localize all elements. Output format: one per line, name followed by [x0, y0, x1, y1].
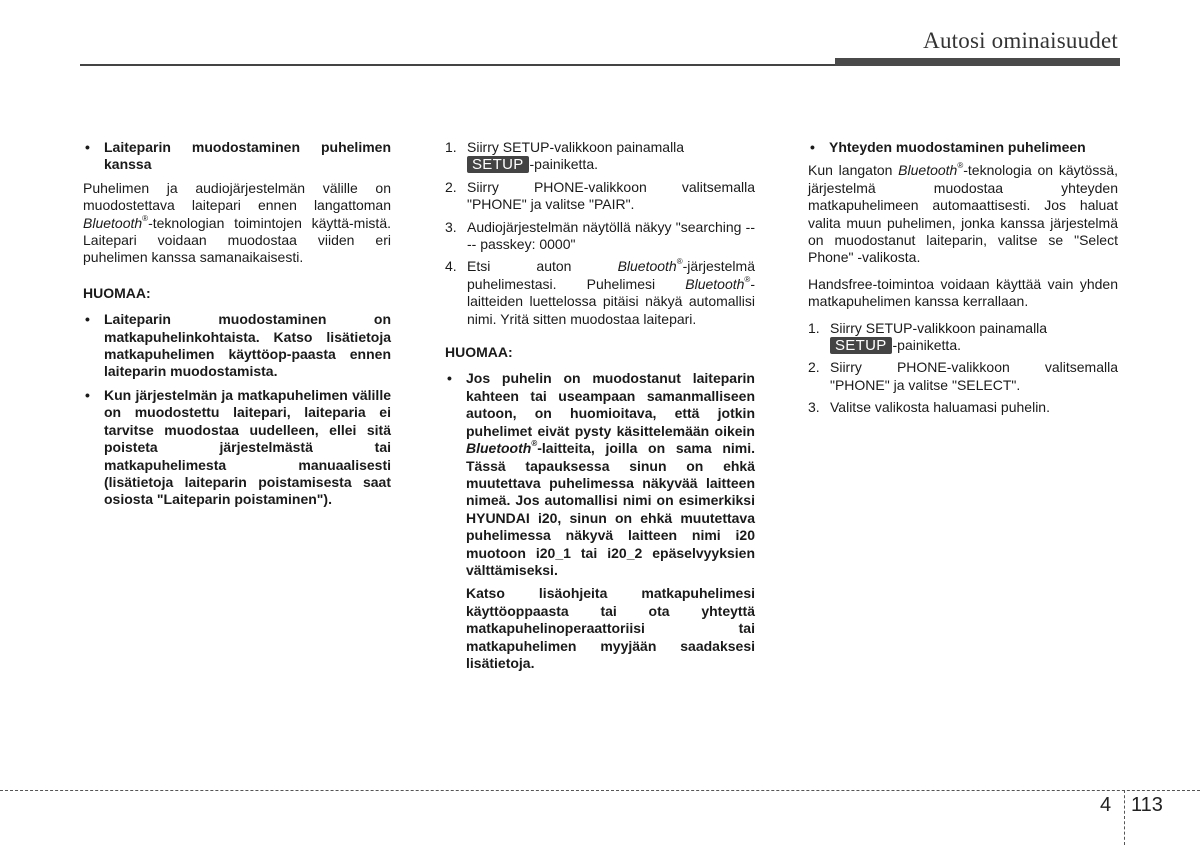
step-number: 2.: [445, 178, 457, 195]
step-text: Siirry PHONE-valikkoon valitsemalla "PHONE" ja valitse "SELECT".: [830, 359, 1118, 393]
column-left: [83, 139, 391, 515]
step-number: 3.: [445, 218, 457, 235]
note-item: [445, 370, 755, 579]
footer-rule: [0, 790, 1200, 791]
text-run: -teknologia on käytössä, järjestelmä muodostaa yhteyden matkapuhelimeen automaattisesti. Jos haluat valita muun puhelimen, jonka kanssa järjestelmä on muodostanut laiteparin, valitse se "Select Phone" -valikosta.: [808, 162, 1118, 266]
paragraph-connect-intro: [808, 162, 1118, 266]
step-text: -painiketta.: [529, 156, 598, 173]
column-middle: [445, 139, 755, 678]
column-right: [808, 139, 1118, 422]
step-number: 2.: [808, 359, 820, 376]
step-number: 4.: [445, 258, 457, 275]
bluetooth-term: Bluetooth: [617, 258, 677, 275]
text-run: Kun langaton: [808, 162, 899, 179]
paragraph-handsfree: Handsfree-toimintoa voidaan käyttää vain yhden matkapuhelimen kanssa kerrallaan.: [808, 275, 1118, 310]
section-heading-pairing: • Laiteparin muodostaminen puhelimen kanssa: [83, 139, 391, 174]
registered-mark: ®: [957, 161, 964, 171]
step-text: -laitteiden luettelossa pitäisi näkyä automallisi nimi. Yritä sitten muodostaa laitepari.: [467, 275, 755, 327]
step-text: Siirry SETUP-valikkoon painamalla: [830, 319, 1048, 336]
page-number: 113: [1131, 794, 1163, 816]
header-bar: [835, 58, 1120, 66]
step-item: [445, 219, 755, 254]
step-text: Siirry PHONE-valikkoon valitsemalla "PHONE" ja valitse "PAIR".: [467, 178, 755, 213]
note-item: • Laiteparin muodostaminen on matkapuhelinkohtaista. Katso lisätietoja matkapuhelimen käyttöop-paasta ennen laiteparin muodostamista.: [83, 311, 391, 381]
step-item: [445, 179, 755, 214]
text-run: Puhelimen ja audiojärjestelmän välille on muodostettava laitepari ennen langattoman: [83, 179, 391, 214]
step-text: Etsi auton: [467, 258, 618, 275]
bluetooth-term: Bluetooth: [83, 214, 143, 231]
step-number: 3.: [808, 399, 820, 416]
step-text: Audiojärjestelmän näytöllä näkyy "searching ---- passkey: 0000": [467, 218, 755, 253]
registered-mark: ®: [142, 213, 149, 223]
step-item: [808, 399, 1118, 416]
bluetooth-term: Bluetooth: [466, 440, 532, 457]
bluetooth-term: Bluetooth: [685, 275, 745, 292]
note-heading: HUOMAA:: [445, 344, 513, 361]
section-heading-connect: • Yhteyden muodostaminen puhelimeen: [808, 139, 1118, 156]
step-item: [808, 359, 1118, 394]
note-heading: HUOMAA:: [83, 284, 151, 301]
bluetooth-term: Bluetooth: [898, 162, 958, 179]
note-continuation: Katso lisäohjeita matkapuhelimesi käyttöoppaasta tai ota yhteyttä matkapuhelinoperaattoriisi tai matkapuhelimen myyjään saadaksesi lisätietoja.: [466, 585, 755, 671]
step-number: 1.: [445, 139, 457, 155]
footer-divider: [1124, 790, 1125, 845]
note-item: • Kun järjestelmän ja matkapuhelimen välille on muodostettu laitepari, laiteparia ei tarvitse muodostaa uudelleen, ellei sitä poisteta järjestelmästä tai matkapuhelimesta manuaalisesti (lisätietoja laiteparin poistamisesta saat osiosta "Laiteparin poistaminen").: [83, 387, 391, 509]
setup-button-icon: SETUP: [830, 337, 892, 354]
text-run: Jos puhelin on muodostanut laiteparin kahteen tai useampaan samanmalliseen autoon, on huomioitava, että jotkin puhelimet eivät pysty käsittelemään oikein: [466, 370, 755, 439]
step-text: -järjestelmä puhelimestasi. Puhelimesi: [467, 258, 755, 292]
step-number: 1.: [808, 319, 820, 336]
paragraph-pairing-intro: [83, 180, 391, 267]
text-run: -laitteita, joilla on sama nimi. Tässä tapauksessa sinun on ehkä muutettava puhelimessa näkyvää laitteen nimeä. Jos automallisi nimi on esimerkiksi HYUNDAI i20, sinun on ehkä muutettava puhelimessa näkyvä laitteen nimi i20 muotoon i20_1 tai i20_2 epäselvyyksien välttämiseksi.: [466, 440, 755, 578]
step-text: -painiketta.: [892, 337, 961, 354]
step-item: [445, 139, 755, 174]
registered-mark: ®: [744, 274, 751, 284]
setup-button-icon: SETUP: [467, 156, 529, 173]
text-run: -teknologian toimintojen käyttä-mistä. Laitepari voidaan muodostaa viiden eri puhelimen kanssa samanaikaisesti.: [83, 214, 391, 266]
registered-mark: ®: [531, 439, 538, 449]
registered-mark: ®: [676, 257, 683, 267]
step-item: [445, 258, 755, 328]
step-text: Valitse valikosta haluamasi puhelin.: [830, 399, 1050, 416]
step-item: [808, 320, 1118, 355]
chapter-number: 4: [1100, 794, 1112, 816]
step-text: Siirry SETUP-valikkoon painamalla: [467, 139, 685, 155]
page-title: Autosi ominaisuudet: [923, 28, 1118, 53]
